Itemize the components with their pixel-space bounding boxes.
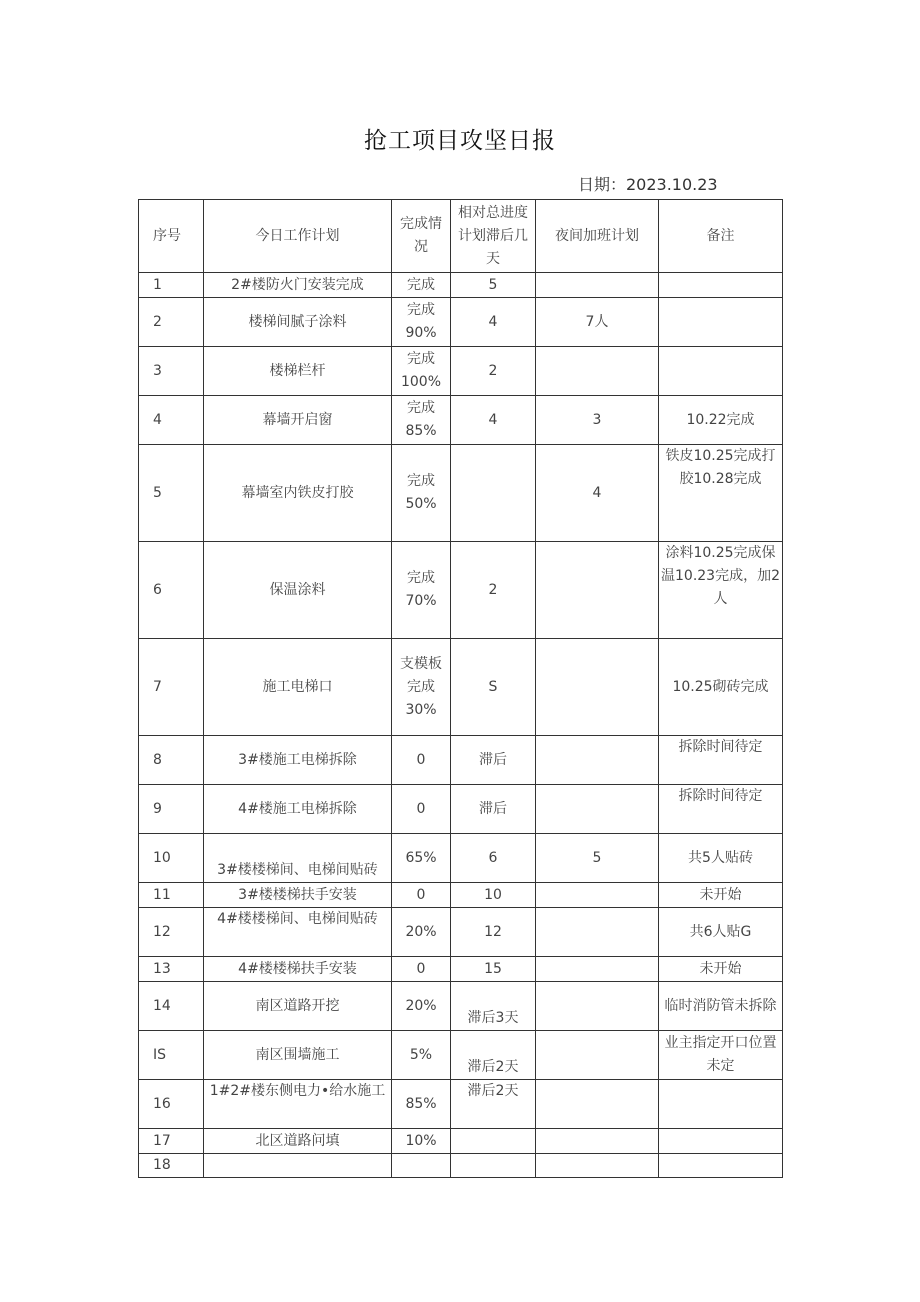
table-row: [139, 834, 783, 883]
cell-note: [659, 298, 783, 347]
cell-plan: 楼梯栏杆: [204, 347, 392, 396]
cell-status: 支模板完成30%: [392, 639, 451, 736]
cell-delay: 5: [451, 273, 536, 298]
cell-note: 涂料10.25完成保温10.23完成，加2人: [659, 542, 783, 639]
daily-report-table: [138, 199, 783, 1178]
cell-delay: 滞后2天: [451, 1080, 536, 1129]
cell-note: [659, 1080, 783, 1129]
cell-note: 10.25砌砖完成: [659, 639, 783, 736]
table-row: [139, 908, 783, 957]
cell-plan: 幕墙室内铁皮打胶: [204, 445, 392, 542]
cell-night: [536, 273, 659, 298]
cell-night: [536, 1031, 659, 1080]
cell-plan: 北区道路问填: [204, 1129, 392, 1154]
cell-night: [536, 785, 659, 834]
header-cell: 夜间加班计划: [536, 200, 659, 273]
cell-night: 5: [536, 834, 659, 883]
cell-note: 共6人贴G: [659, 908, 783, 957]
table-row: [139, 445, 783, 542]
cell-delay: 滞后: [451, 736, 536, 785]
cell-delay: 10: [451, 883, 536, 908]
cell-night: 4: [536, 445, 659, 542]
cell-plan: 施工电梯口: [204, 639, 392, 736]
cell-no: 18: [139, 1154, 204, 1178]
cell-plan: 4#楼施工电梯拆除: [204, 785, 392, 834]
header-cell: 完成情况: [392, 200, 451, 273]
cell-plan: 南区围墙施工: [204, 1031, 392, 1080]
cell-night: 7人: [536, 298, 659, 347]
cell-night: [536, 736, 659, 785]
cell-night: [536, 883, 659, 908]
cell-plan: 4#楼楼梯间、电梯间贴砖: [204, 908, 392, 957]
cell-status: 0: [392, 736, 451, 785]
cell-status: 10%: [392, 1129, 451, 1154]
cell-plan: 1#2#楼东侧电力•给水施工: [204, 1080, 392, 1129]
cell-note: 铁皮10.25完成打胶10.28完成: [659, 445, 783, 542]
cell-plan: 2#楼防火门安装完成: [204, 273, 392, 298]
cell-night: [536, 982, 659, 1031]
cell-no: 1: [139, 273, 204, 298]
cell-plan: 4#楼楼梯扶手安装: [204, 957, 392, 982]
table-header-row: [139, 200, 783, 273]
cell-status: 0: [392, 883, 451, 908]
table-row: [139, 736, 783, 785]
table-row: [139, 347, 783, 396]
table-row: [139, 1080, 783, 1129]
header-cell: 相对总进度计划滞后几天: [451, 200, 536, 273]
cell-no: 7: [139, 639, 204, 736]
cell-note: 10.22完成: [659, 396, 783, 445]
cell-status: 完成50%: [392, 445, 451, 542]
cell-delay: 12: [451, 908, 536, 957]
cell-night: [536, 1080, 659, 1129]
header-cell: 序号: [139, 200, 204, 273]
cell-night: [536, 1129, 659, 1154]
table-row: [139, 785, 783, 834]
cell-no: 12: [139, 908, 204, 957]
cell-no: 6: [139, 542, 204, 639]
table-row: [139, 1031, 783, 1080]
cell-note: 拆除时间待定: [659, 736, 783, 785]
cell-night: [536, 908, 659, 957]
cell-delay: 4: [451, 396, 536, 445]
cell-night: [536, 542, 659, 639]
cell-delay: [451, 1129, 536, 1154]
cell-plan: 3#楼楼梯扶手安装: [204, 883, 392, 908]
cell-night: 3: [536, 396, 659, 445]
cell-status: 完成85%: [392, 396, 451, 445]
cell-no: 2: [139, 298, 204, 347]
cell-no: 13: [139, 957, 204, 982]
cell-no: 11: [139, 883, 204, 908]
cell-plan: 南区道路开挖: [204, 982, 392, 1031]
cell-note: 业主指定开口位置未定: [659, 1031, 783, 1080]
cell-plan: 幕墙开启窗: [204, 396, 392, 445]
cell-plan: 3#楼楼梯间、电梯间贴砖: [204, 834, 392, 883]
report-title: 抢工项目攻坚日报: [364, 128, 556, 154]
cell-delay: 滞后2天: [451, 1031, 536, 1080]
cell-no: 5: [139, 445, 204, 542]
cell-no: 9: [139, 785, 204, 834]
cell-status: 完成100%: [392, 347, 451, 396]
cell-note: 未开始: [659, 883, 783, 908]
cell-status: 20%: [392, 908, 451, 957]
cell-delay: [451, 445, 536, 542]
cell-no: 3: [139, 347, 204, 396]
table-row: [139, 957, 783, 982]
header-cell: 备注: [659, 200, 783, 273]
table-row: [139, 883, 783, 908]
cell-plan: 楼梯间腻子涂料: [204, 298, 392, 347]
cell-note: 未开始: [659, 957, 783, 982]
cell-plan: 3#楼施工电梯拆除: [204, 736, 392, 785]
table-row: [139, 1154, 783, 1178]
cell-plan: [204, 1154, 392, 1178]
cell-delay: 6: [451, 834, 536, 883]
cell-delay: 2: [451, 347, 536, 396]
cell-status: 0: [392, 957, 451, 982]
cell-note: [659, 1129, 783, 1154]
table-row: [139, 396, 783, 445]
cell-status: [392, 1154, 451, 1178]
cell-note: [659, 273, 783, 298]
cell-status: 5%: [392, 1031, 451, 1080]
cell-status: 85%: [392, 1080, 451, 1129]
cell-note: 共5人贴砖: [659, 834, 783, 883]
cell-delay: [451, 1154, 536, 1178]
cell-delay: S: [451, 639, 536, 736]
cell-status: 完成: [392, 273, 451, 298]
report-date: 日期：2023.10.23: [578, 175, 718, 194]
cell-delay: 15: [451, 957, 536, 982]
table-row: [139, 273, 783, 298]
cell-status: 完成70%: [392, 542, 451, 639]
cell-no: 14: [139, 982, 204, 1031]
cell-no: IS: [139, 1031, 204, 1080]
cell-delay: 4: [451, 298, 536, 347]
cell-status: 20%: [392, 982, 451, 1031]
cell-delay: 2: [451, 542, 536, 639]
cell-no: 16: [139, 1080, 204, 1129]
cell-note: 临时消防管未拆除: [659, 982, 783, 1031]
cell-no: 4: [139, 396, 204, 445]
cell-night: [536, 639, 659, 736]
cell-night: [536, 957, 659, 982]
cell-night: [536, 1154, 659, 1178]
cell-note: 拆除时间待定: [659, 785, 783, 834]
cell-no: 8: [139, 736, 204, 785]
cell-status: 0: [392, 785, 451, 834]
cell-delay: 滞后3天: [451, 982, 536, 1031]
cell-night: [536, 347, 659, 396]
cell-delay: 滞后: [451, 785, 536, 834]
table-row: [139, 982, 783, 1031]
cell-note: [659, 1154, 783, 1178]
cell-status: 65%: [392, 834, 451, 883]
cell-no: 10: [139, 834, 204, 883]
cell-note: [659, 347, 783, 396]
table-row: [139, 298, 783, 347]
cell-status: 完成90%: [392, 298, 451, 347]
cell-no: 17: [139, 1129, 204, 1154]
table-row: [139, 639, 783, 736]
table-row: [139, 1129, 783, 1154]
header-cell: 今日工作计划: [204, 200, 392, 273]
table-row: [139, 542, 783, 639]
cell-plan: 保温涂料: [204, 542, 392, 639]
